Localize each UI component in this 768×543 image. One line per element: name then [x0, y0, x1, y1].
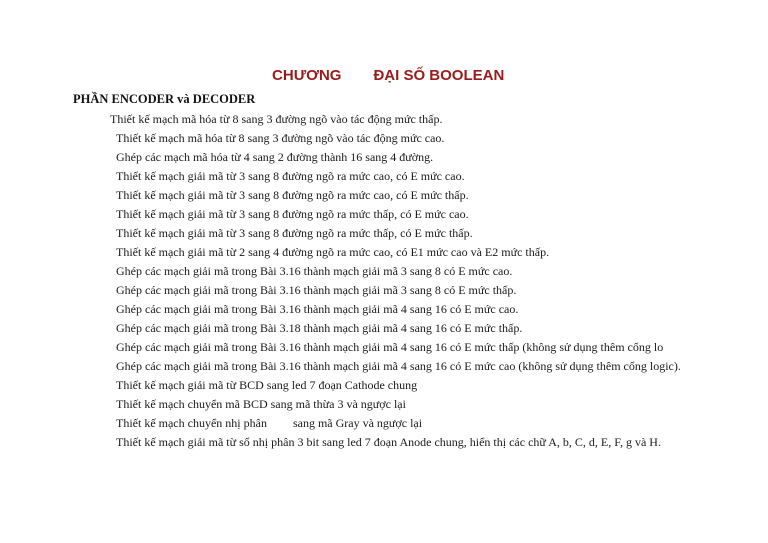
task-item: Thiết kế mạch giải mã từ 3 sang 8 đường ngõ ra mức thấp, có E mức cao. — [116, 207, 469, 221]
task-item: Ghép các mạch mã hóa từ 4 sang 2 đường thành 16 sang 4 đường. — [116, 150, 434, 164]
task-item — [0, 414, 768, 433]
task-item-part: sang mã Gray và ngược lại — [292, 416, 423, 430]
task-item: Ghép các mạch giải mã trong Bài 3.16 thành mạch giải mã 3 sang 8 có E mức cao. — [116, 264, 513, 278]
title-subject: ĐẠI SỐ BOOLEAN — [373, 67, 505, 84]
task-item: Thiết kế mạch chuyển mã BCD sang mã thừa 3 và ngược lại — [116, 397, 406, 411]
task-list — [0, 110, 768, 452]
task-item-part: Thiết kế mạch chuyển nhị phân — [116, 416, 267, 430]
task-item: Ghép các mạch giải mã trong Bài 3.16 thành mạch giải mã 4 sang 16 có E mức cao (không sử dụng thêm cổng logic). — [116, 359, 681, 373]
task-item: Thiết kế mạch giải mã từ số nhị phân 3 bit sang led 7 đoạn Anode chung, hiển thị các chữ A, b, C, d, E, F, g và H. — [116, 435, 661, 449]
task-item: Ghép các mạch giải mã trong Bài 3.18 thành mạch giải mã 4 sang 16 có E mức thấp. — [116, 321, 523, 335]
task-item: Ghép các mạch giải mã trong Bài 3.16 thành mạch giải mã 3 sang 8 có E mức thấp. — [116, 283, 517, 297]
task-item: Thiết kế mạch giải mã từ 3 sang 8 đường ngõ ra mức cao, có E mức cao. — [116, 169, 465, 183]
section-heading: PHẦN ENCODER và DECODER — [73, 92, 256, 106]
task-item: Thiết kế mạch giải mã từ 3 sang 8 đường ngõ ra mức thấp, có E mức thấp. — [116, 226, 473, 240]
task-item: Ghép các mạch giải mã trong Bài 3.16 thành mạch giải mã 4 sang 16 có E mức thấp (không sử dụng thêm cổng lo — [116, 340, 664, 354]
task-item: Thiết kế mạch mã hóa từ 8 sang 3 đường ngõ vào tác động mức cao. — [116, 131, 445, 145]
title-chapter: CHƯƠNG — [272, 67, 342, 84]
task-item: Thiết kế mạch giải mã từ 2 sang 4 đường ngõ ra mức cao, có E1 mức cao và E2 mức thấp. — [116, 245, 550, 259]
task-item: Thiết kế mạch giải mã từ BCD sang led 7 đoạn Cathode chung — [116, 378, 418, 392]
task-item: Ghép các mạch giải mã trong Bài 3.16 thành mạch giải mã 4 sang 16 có E mức cao. — [116, 302, 519, 316]
task-item: Thiết kế mạch giải mã từ 3 sang 8 đường ngõ ra mức cao, có E mức thấp. — [116, 188, 469, 202]
task-item: Thiết kế mạch mã hóa từ 8 sang 3 đường ngõ vào tác động mức thấp. — [110, 112, 443, 126]
page-title — [0, 50, 768, 84]
